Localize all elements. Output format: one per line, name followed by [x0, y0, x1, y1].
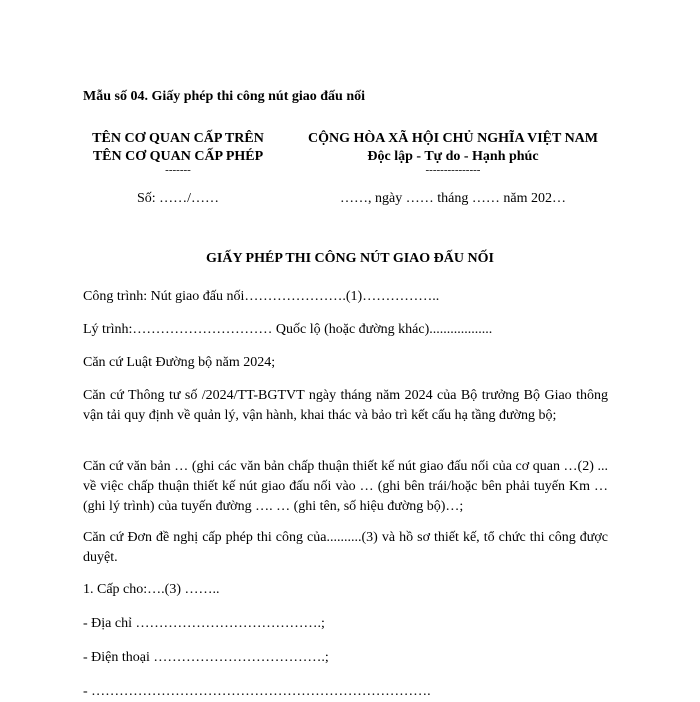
- left-header-rule: -------: [165, 164, 191, 176]
- issuing-authority-parent: TÊN CƠ QUAN CẤP TRÊN: [92, 131, 264, 146]
- paragraph-route: Lý trình:………………………… Quốc lộ (hoặc đường khác)..................: [83, 322, 493, 337]
- document-title: GIẤY PHÉP THI CÔNG NÚT GIAO ĐẤU NỐI: [206, 251, 494, 266]
- paragraph-legal-basis-circular: Căn cứ Thông tư số /2024/TT-BGTVT ngày tháng năm 2024 của Bộ trưởng Bộ Giao thông vận tải quy định về quản lý, vận hành, khai thác và bảo trì kết cấu hạ tầng đường bộ;: [83, 388, 608, 423]
- right-header-rule: ---------------: [425, 164, 481, 176]
- paragraph-legal-basis-law: Căn cứ Luật Đường bộ năm 2024;: [83, 355, 276, 370]
- paragraph-legal-basis-approval: Căn cứ văn bản … (ghi các văn bản chấp thuận thiết kế nút giao đấu nối của cơ quan …(2) ... về việc chấp thuận thiết kế nút giao đấu nối vào … (ghi bên trái/hoặc bên phải tuyến Km … (ghi lý trình) của tuyến đường …. … (ghi tên, số hiệu đường bộ)…;: [83, 459, 608, 514]
- form-label: Mẫu số 04. Giấy phép thi công nút giao đấu nối: [83, 89, 366, 104]
- national-title: CỘNG HÒA XÃ HỘI CHỦ NGHĨA VIỆT NAM: [307, 131, 598, 146]
- clause-issued-to: 1. Cấp cho:….(3) ……..: [83, 582, 220, 597]
- clause-other: - ……………………………………………………………….: [83, 684, 431, 699]
- clause-address: - Địa chỉ ………………………………….;: [83, 616, 325, 631]
- paragraph-project: Công trình: Nút giao đấu nối………………….(1)……………..: [83, 289, 440, 304]
- clause-phone: - Điện thoại ……………………………….;: [83, 650, 329, 665]
- document-number: Số: ……/……: [136, 191, 220, 206]
- paragraph-legal-basis-application: Căn cứ Đơn đề nghị cấp phép thi công của..........(3) và hồ sơ thiết kế, tổ chức thi công được duyệt.: [83, 530, 608, 565]
- national-motto: Độc lập - Tự do - Hạnh phúc: [367, 149, 539, 164]
- issue-date: ……, ngày …… tháng …… năm 202…: [340, 191, 566, 206]
- issuing-authority: TÊN CƠ QUAN CẤP PHÉP: [92, 149, 264, 164]
